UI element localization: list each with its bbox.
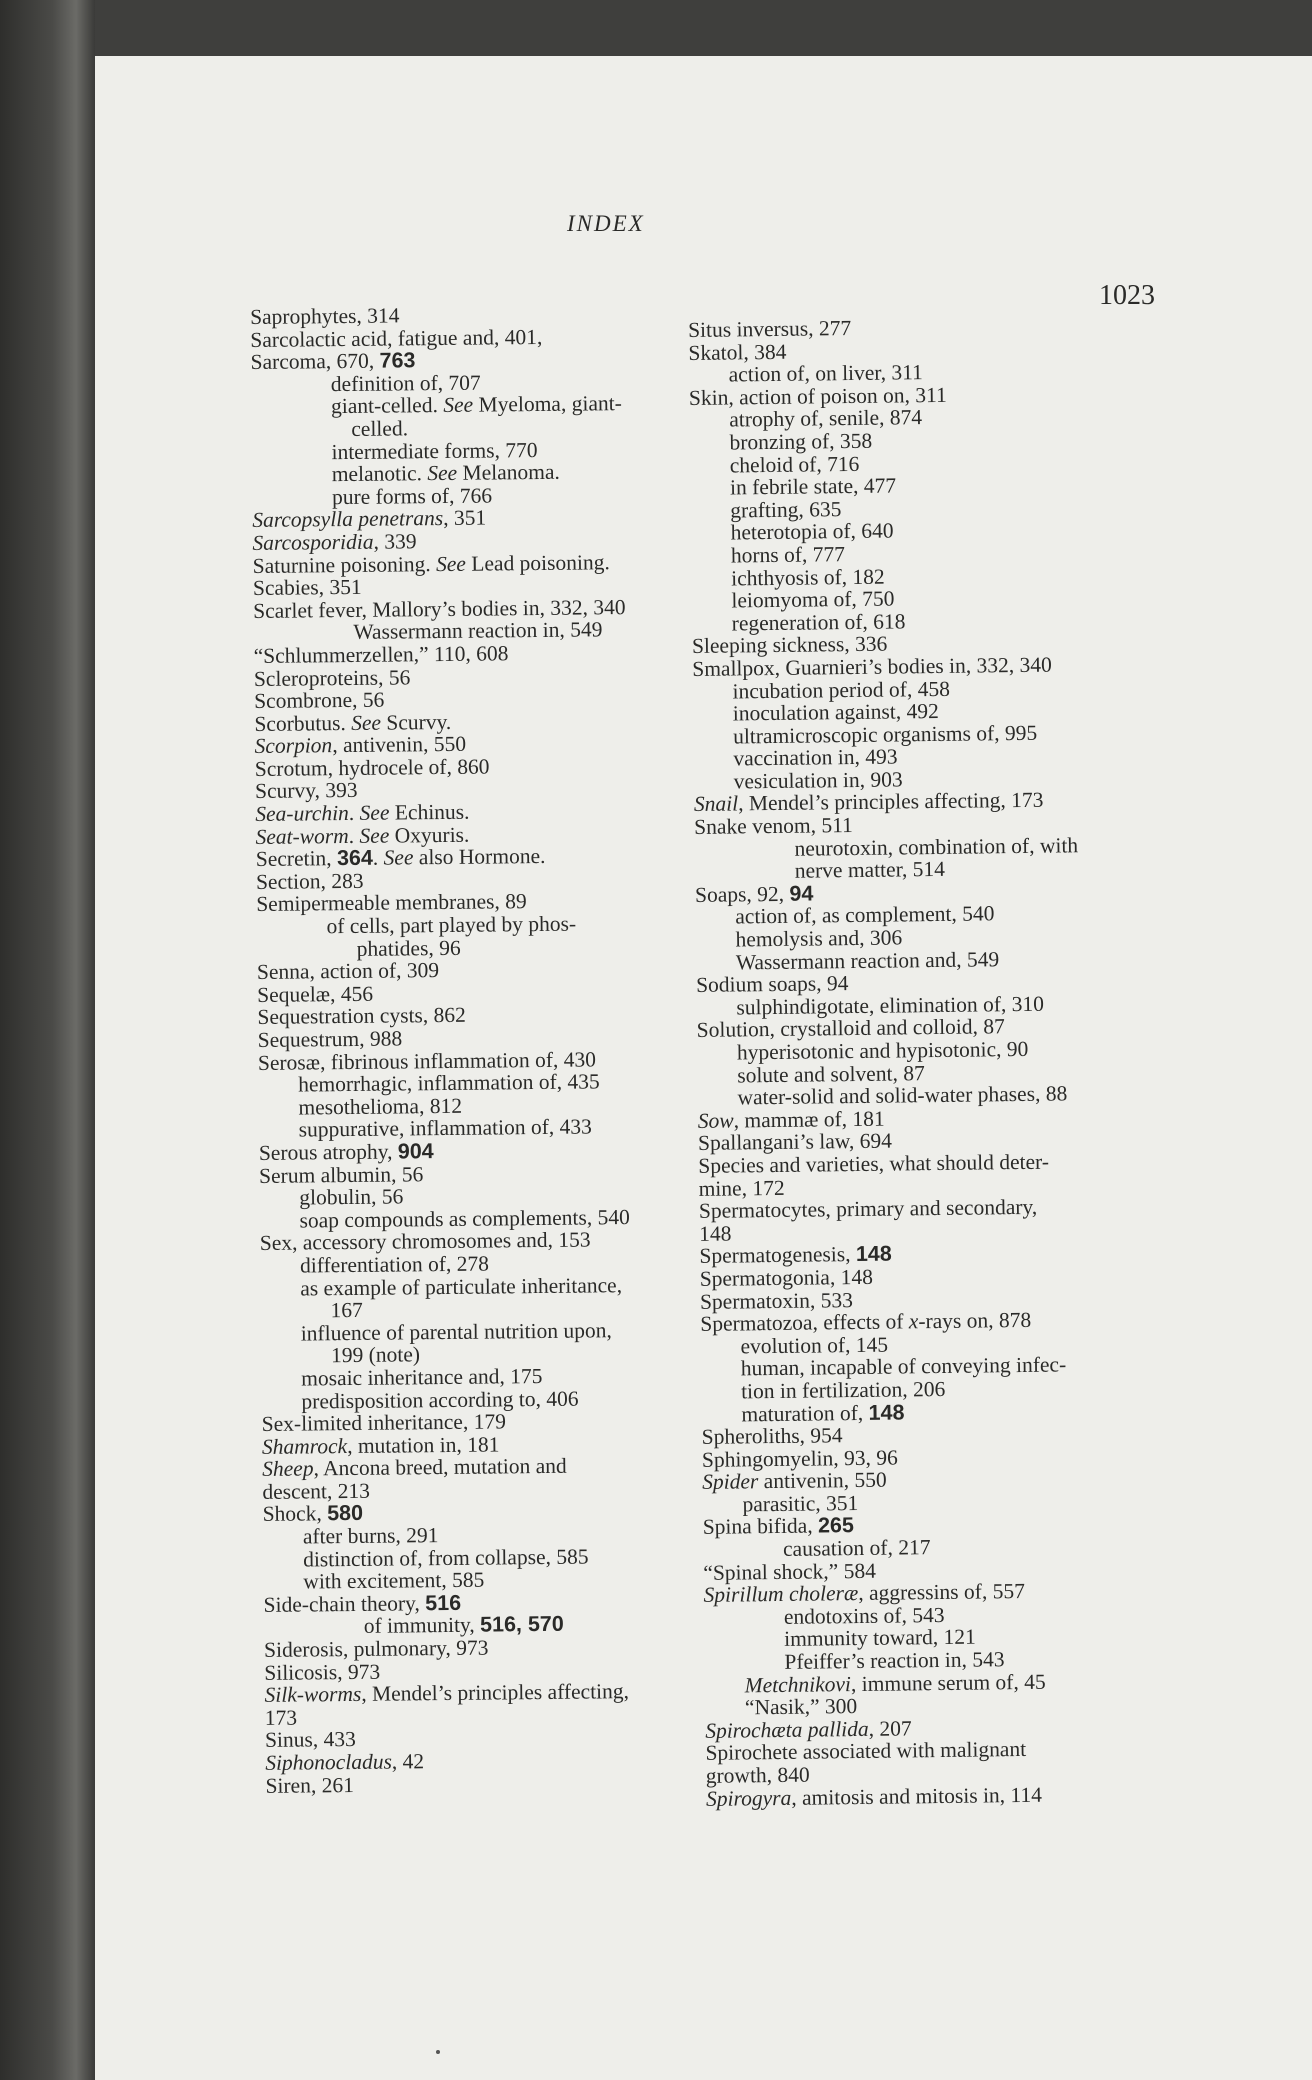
entry-text: , 207 bbox=[868, 1716, 912, 1741]
entry-text: maturation of, bbox=[741, 1400, 869, 1426]
entry-text: hemorrhagic, inflammation of, 435 bbox=[298, 1069, 600, 1097]
page-number: 1023 bbox=[1099, 280, 1155, 311]
entry-text: Siderosis, pulmonary, 973 bbox=[263, 1635, 489, 1662]
italic-text: Scorpion bbox=[254, 733, 333, 759]
entry-text: Serum albumin, 56 bbox=[258, 1161, 424, 1188]
bold-page-ref: 94 bbox=[789, 881, 814, 906]
entry-text: “Spinal shock,” 584 bbox=[703, 1558, 877, 1585]
entry-text: incubation period of, 458 bbox=[732, 676, 951, 703]
entry-text: soap compounds as complements, 540 bbox=[299, 1204, 630, 1233]
entry-text: Soaps, 92, bbox=[694, 881, 790, 907]
entry-text: regeneration of, 618 bbox=[731, 609, 906, 636]
entry-text: Skin, action of poison on, 311 bbox=[688, 382, 947, 410]
entry-text: , antivenin, 550 bbox=[332, 732, 467, 758]
entry-text: , Ancona breed, mutation and bbox=[313, 1454, 567, 1481]
entry-text: sulphindigotate, elimination of, 310 bbox=[736, 991, 1045, 1020]
entry-text: action of, on liver, 311 bbox=[728, 360, 924, 387]
entry-text: leiomyoma of, 750 bbox=[731, 586, 895, 613]
entry-text: heterotopia of, 640 bbox=[730, 518, 894, 545]
entry-text: inoculation against, 492 bbox=[732, 699, 939, 726]
entry-text: -rays on, 878 bbox=[918, 1308, 1032, 1334]
entry-text: Scleroproteins, 56 bbox=[253, 664, 411, 691]
entry-text: , immune serum of, 45 bbox=[850, 1669, 1046, 1696]
entry-text: , aggressins of, 557 bbox=[858, 1579, 1026, 1606]
entry-text: Myeloma, giant- bbox=[473, 391, 622, 418]
entry-text: intermediate forms, 770 bbox=[331, 437, 538, 464]
entry-text: Sinus, 433 bbox=[264, 1727, 356, 1753]
entry-text: Smallpox, Guarnieri’s bodies in, 332, 340 bbox=[692, 652, 1052, 681]
entry-text: Sequestration cysts, 862 bbox=[257, 1003, 466, 1030]
entry-text: Saprophytes, 314 bbox=[249, 303, 400, 329]
entry-text: Melanoma. bbox=[457, 459, 560, 485]
italic-text: See bbox=[427, 460, 458, 486]
entry-text: Sarcolactic acid, fatigue and, 401, bbox=[250, 324, 543, 352]
entry-text: Spirochete associated with malignant bbox=[705, 1737, 1027, 1766]
entry-text: nerve matter, 514 bbox=[794, 857, 946, 883]
entry-text: Sex, accessory chromosomes and, 153 bbox=[259, 1227, 591, 1256]
bold-page-ref: 763 bbox=[379, 348, 416, 373]
italic-text: Spirochæta pallida bbox=[705, 1716, 869, 1743]
entry-text: mine, 172 bbox=[698, 1175, 785, 1201]
entry-text: giant-celled. bbox=[330, 393, 444, 419]
entry-text: of immunity, bbox=[363, 1613, 481, 1639]
entry-text: predisposition according to, 406 bbox=[301, 1386, 579, 1414]
index-column-left bbox=[250, 301, 726, 1797]
entry-text: 199 (note) bbox=[330, 1342, 421, 1368]
entry-text: with excitement, 585 bbox=[303, 1567, 485, 1594]
entry-text: hemolysis and, 306 bbox=[735, 925, 903, 952]
entry-text: Scurvy. bbox=[380, 709, 452, 735]
bold-page-ref: 364 bbox=[336, 845, 373, 871]
entry-text: Sequelæ, 456 bbox=[257, 981, 374, 1007]
entry-text: Wassermann reaction in, 549 bbox=[353, 617, 603, 645]
entry-text: tion in fertilization, 206 bbox=[740, 1376, 946, 1404]
entry-text: distinction of, from collapse, 585 bbox=[303, 1544, 589, 1572]
entry-text: Sex-limited inheritance, 179 bbox=[261, 1409, 507, 1437]
entry-text: Lead poisoning. bbox=[465, 549, 610, 576]
entry-text: , 42 bbox=[391, 1749, 425, 1774]
book-binding-shadow bbox=[0, 0, 95, 2080]
bold-page-ref: 265 bbox=[817, 1513, 855, 1538]
entry-text: Spermatozoa, effects of bbox=[700, 1309, 909, 1337]
entry-text: in febrile state, 477 bbox=[729, 473, 897, 500]
entry-text: Scorbutus. bbox=[254, 710, 352, 736]
ink-speck bbox=[436, 2050, 440, 2054]
italic-text: Sheep bbox=[262, 1456, 314, 1482]
entry-text: pure forms of, 766 bbox=[331, 483, 493, 509]
entry-text: also Hormone. bbox=[413, 844, 546, 870]
italic-text: Snail bbox=[693, 791, 739, 817]
entry-text: Spallangani’s law, 694 bbox=[697, 1128, 893, 1156]
italic-text: See bbox=[383, 845, 414, 870]
entry-text: action of, as complement, 540 bbox=[735, 901, 995, 929]
entry-text: Oxyuris. bbox=[389, 822, 470, 848]
entry-text: Sodium soaps, 94 bbox=[695, 971, 849, 998]
entry-text: ichthyosis of, 182 bbox=[731, 564, 885, 591]
entry-text: 167 bbox=[330, 1297, 363, 1323]
entry-text: Senna, action of, 309 bbox=[256, 958, 440, 985]
italic-text: Sarcosporidia bbox=[252, 529, 374, 555]
entry-text: “Nasik,” 300 bbox=[744, 1694, 858, 1720]
entry-text: Semipermeable membranes, 89 bbox=[256, 889, 527, 917]
entry-text: descent, 213 bbox=[262, 1478, 371, 1504]
entry-text: . bbox=[372, 845, 384, 870]
entry-text: atrophy of, senile, 874 bbox=[729, 405, 923, 432]
entry-text: suppurative, inflammation of, 433 bbox=[298, 1114, 592, 1142]
italic-text: x bbox=[908, 1309, 919, 1334]
entry-text: Snake venom, 511 bbox=[694, 813, 853, 840]
bold-page-ref: 148 bbox=[868, 1399, 905, 1425]
entry-text: Sphingomyelin, 93, 96 bbox=[701, 1445, 898, 1472]
entry-text: , mammæ of, 181 bbox=[733, 1106, 885, 1133]
entry-text: human, incapable of conveying infec- bbox=[740, 1352, 1067, 1381]
italic-text: Siphonocladus bbox=[265, 1749, 392, 1775]
entry-text: of cells, part played by phos- bbox=[326, 911, 577, 939]
italic-text: Sow bbox=[697, 1108, 734, 1133]
entry-text: , amitosis and mitosis in, 114 bbox=[791, 1782, 1043, 1810]
entry-text: endotoxins of, 543 bbox=[783, 1602, 945, 1629]
entry-text: Echinus. bbox=[389, 799, 470, 825]
italic-text: Spider bbox=[702, 1469, 759, 1495]
entry-text: Saturnine poisoning. bbox=[252, 551, 437, 578]
entry-text: 148 bbox=[699, 1221, 732, 1246]
italic-text: See bbox=[435, 551, 467, 576]
entry-text: . bbox=[348, 823, 360, 848]
entry-text: parasitic, 351 bbox=[742, 1490, 859, 1517]
entry-text: influence of parental nutrition upon, bbox=[300, 1317, 612, 1346]
entry-text: causation of, 217 bbox=[782, 1535, 931, 1561]
entry-text: , 351 bbox=[442, 505, 487, 531]
entry-text: ultramicroscopic organisms of, 995 bbox=[732, 720, 1038, 749]
entry-text: Situs inversus, 277 bbox=[687, 316, 852, 342]
entry-text: hyperisotonic and hypisotonic, 90 bbox=[736, 1036, 1029, 1065]
entry-text: differentiation of, 278 bbox=[299, 1251, 490, 1278]
entry-text: as example of particulate inheritance, bbox=[300, 1272, 623, 1301]
bold-page-ref: 904 bbox=[397, 1139, 434, 1164]
entry-text: phatides, 96 bbox=[356, 935, 461, 961]
entry-text: , Mendel’s principles affecting, bbox=[361, 1679, 630, 1707]
italic-text: See bbox=[359, 823, 390, 848]
entry-text: Scurvy, 393 bbox=[254, 778, 358, 804]
entry-text: Serous atrophy, bbox=[258, 1139, 398, 1165]
entry-text: Spermatogonia, 148 bbox=[699, 1264, 874, 1291]
entry-text: Spermatocytes, primary and secondary, bbox=[698, 1194, 1038, 1224]
entry-text: Scrotum, hydrocele of, 860 bbox=[254, 754, 490, 781]
entry-text: Secretin, bbox=[255, 846, 338, 872]
entry-text: , Mendel’s principles affecting, 173 bbox=[737, 788, 1044, 816]
italic-text: See bbox=[359, 800, 390, 825]
entry-text: Silicosis, 973 bbox=[264, 1659, 381, 1685]
running-head: INDEX bbox=[567, 211, 645, 236]
entry-text: solute and solvent, 87 bbox=[737, 1060, 925, 1088]
entry-text: “Schlummerzellen,” 110, 608 bbox=[253, 641, 509, 668]
entry-text: vesiculation in, 903 bbox=[733, 767, 903, 794]
italic-text: Sarcopsylla penetrans bbox=[252, 506, 444, 533]
entry-text: horns of, 777 bbox=[730, 542, 846, 568]
entry-text: , mutation in, 181 bbox=[347, 1432, 500, 1458]
entry-text: grafting, 635 bbox=[730, 496, 842, 523]
entry-text: Spheroliths, 954 bbox=[701, 1423, 843, 1450]
entry-text: . bbox=[348, 800, 360, 826]
index-entry bbox=[265, 1770, 725, 1797]
entry-text: Spina bifida, bbox=[702, 1513, 819, 1540]
entry-text: mosaic inheritance and, 175 bbox=[301, 1363, 543, 1391]
entry-text: immunity toward, 121 bbox=[783, 1625, 976, 1652]
entry-text: Sleeping sickness, 336 bbox=[691, 631, 888, 659]
entry-text: mesothelioma, 812 bbox=[298, 1093, 463, 1120]
entry-text: neurotoxin, combination of, with bbox=[794, 832, 1079, 861]
italic-text: Sea-urchin bbox=[255, 801, 349, 827]
entry-text: globulin, 56 bbox=[299, 1184, 404, 1210]
italic-text: Spirillum choleræ bbox=[703, 1581, 859, 1608]
entry-text: Species and varieties, what should deter- bbox=[698, 1149, 1050, 1178]
entry-text: antivenin, 550 bbox=[758, 1467, 887, 1494]
entry-text: growth, 840 bbox=[705, 1762, 810, 1788]
entry-text: Skatol, 384 bbox=[688, 339, 787, 365]
entry-text: Scombrone, 56 bbox=[254, 687, 385, 714]
entry-text: Spermatoxin, 533 bbox=[699, 1287, 854, 1314]
entry-text: evolution of, 145 bbox=[740, 1332, 889, 1359]
entry-text: Sarcoma, 670, bbox=[250, 348, 380, 375]
entry-text: 173 bbox=[264, 1705, 298, 1730]
italic-text: See bbox=[350, 710, 382, 735]
entry-text: Side-chain theory, bbox=[263, 1591, 426, 1617]
entry-text: Spermatogenesis, bbox=[699, 1242, 857, 1269]
italic-text: Metchnikovi bbox=[744, 1671, 852, 1698]
entry-text: Solution, crystalloid and colloid, 87 bbox=[696, 1014, 1005, 1043]
entry-text: Scarlet fever, Mallory’s bodies in, 332, 340 bbox=[253, 594, 626, 623]
italic-text: Spirogyra bbox=[705, 1785, 792, 1811]
entry-text: Scabies, 351 bbox=[252, 574, 362, 601]
entry-text: Siren, 261 bbox=[265, 1772, 355, 1798]
entry-text: Serosæ, fibrinous inflammation of, 430 bbox=[257, 1047, 597, 1075]
italic-text: Seat-worm bbox=[255, 823, 349, 849]
entry-text: Shock, bbox=[262, 1501, 328, 1527]
entry-text: vaccination in, 493 bbox=[733, 744, 898, 771]
entry-text: after burns, 291 bbox=[302, 1523, 439, 1549]
entry-text: water-solid and solid-water phases, 88 bbox=[737, 1081, 1068, 1110]
bold-page-ref: 516, 570 bbox=[479, 1612, 564, 1638]
entry-text: bronzing of, 358 bbox=[729, 428, 873, 455]
entry-text: Pfeiffer’s reaction in, 543 bbox=[784, 1647, 1005, 1674]
entry-text: melanotic. bbox=[331, 461, 428, 487]
italic-text: See bbox=[443, 393, 474, 418]
entry-text: cheloid of, 716 bbox=[729, 451, 860, 478]
entry-text: definition of, 707 bbox=[330, 370, 481, 396]
entry-text: Section, 283 bbox=[255, 868, 364, 894]
bold-page-ref: 580 bbox=[327, 1501, 364, 1526]
italic-text: Shamrock bbox=[261, 1433, 348, 1459]
entry-text: Wassermann reaction and, 549 bbox=[735, 946, 1000, 975]
bold-page-ref: 516 bbox=[425, 1590, 462, 1616]
bold-page-ref: 148 bbox=[855, 1241, 892, 1267]
entry-text: , 339 bbox=[373, 529, 417, 554]
entry-text: celled. bbox=[351, 416, 409, 441]
entry-text: Sequestrum, 988 bbox=[257, 1026, 403, 1052]
index-column-right bbox=[688, 314, 1146, 1810]
italic-text: Silk-worms bbox=[264, 1682, 362, 1708]
